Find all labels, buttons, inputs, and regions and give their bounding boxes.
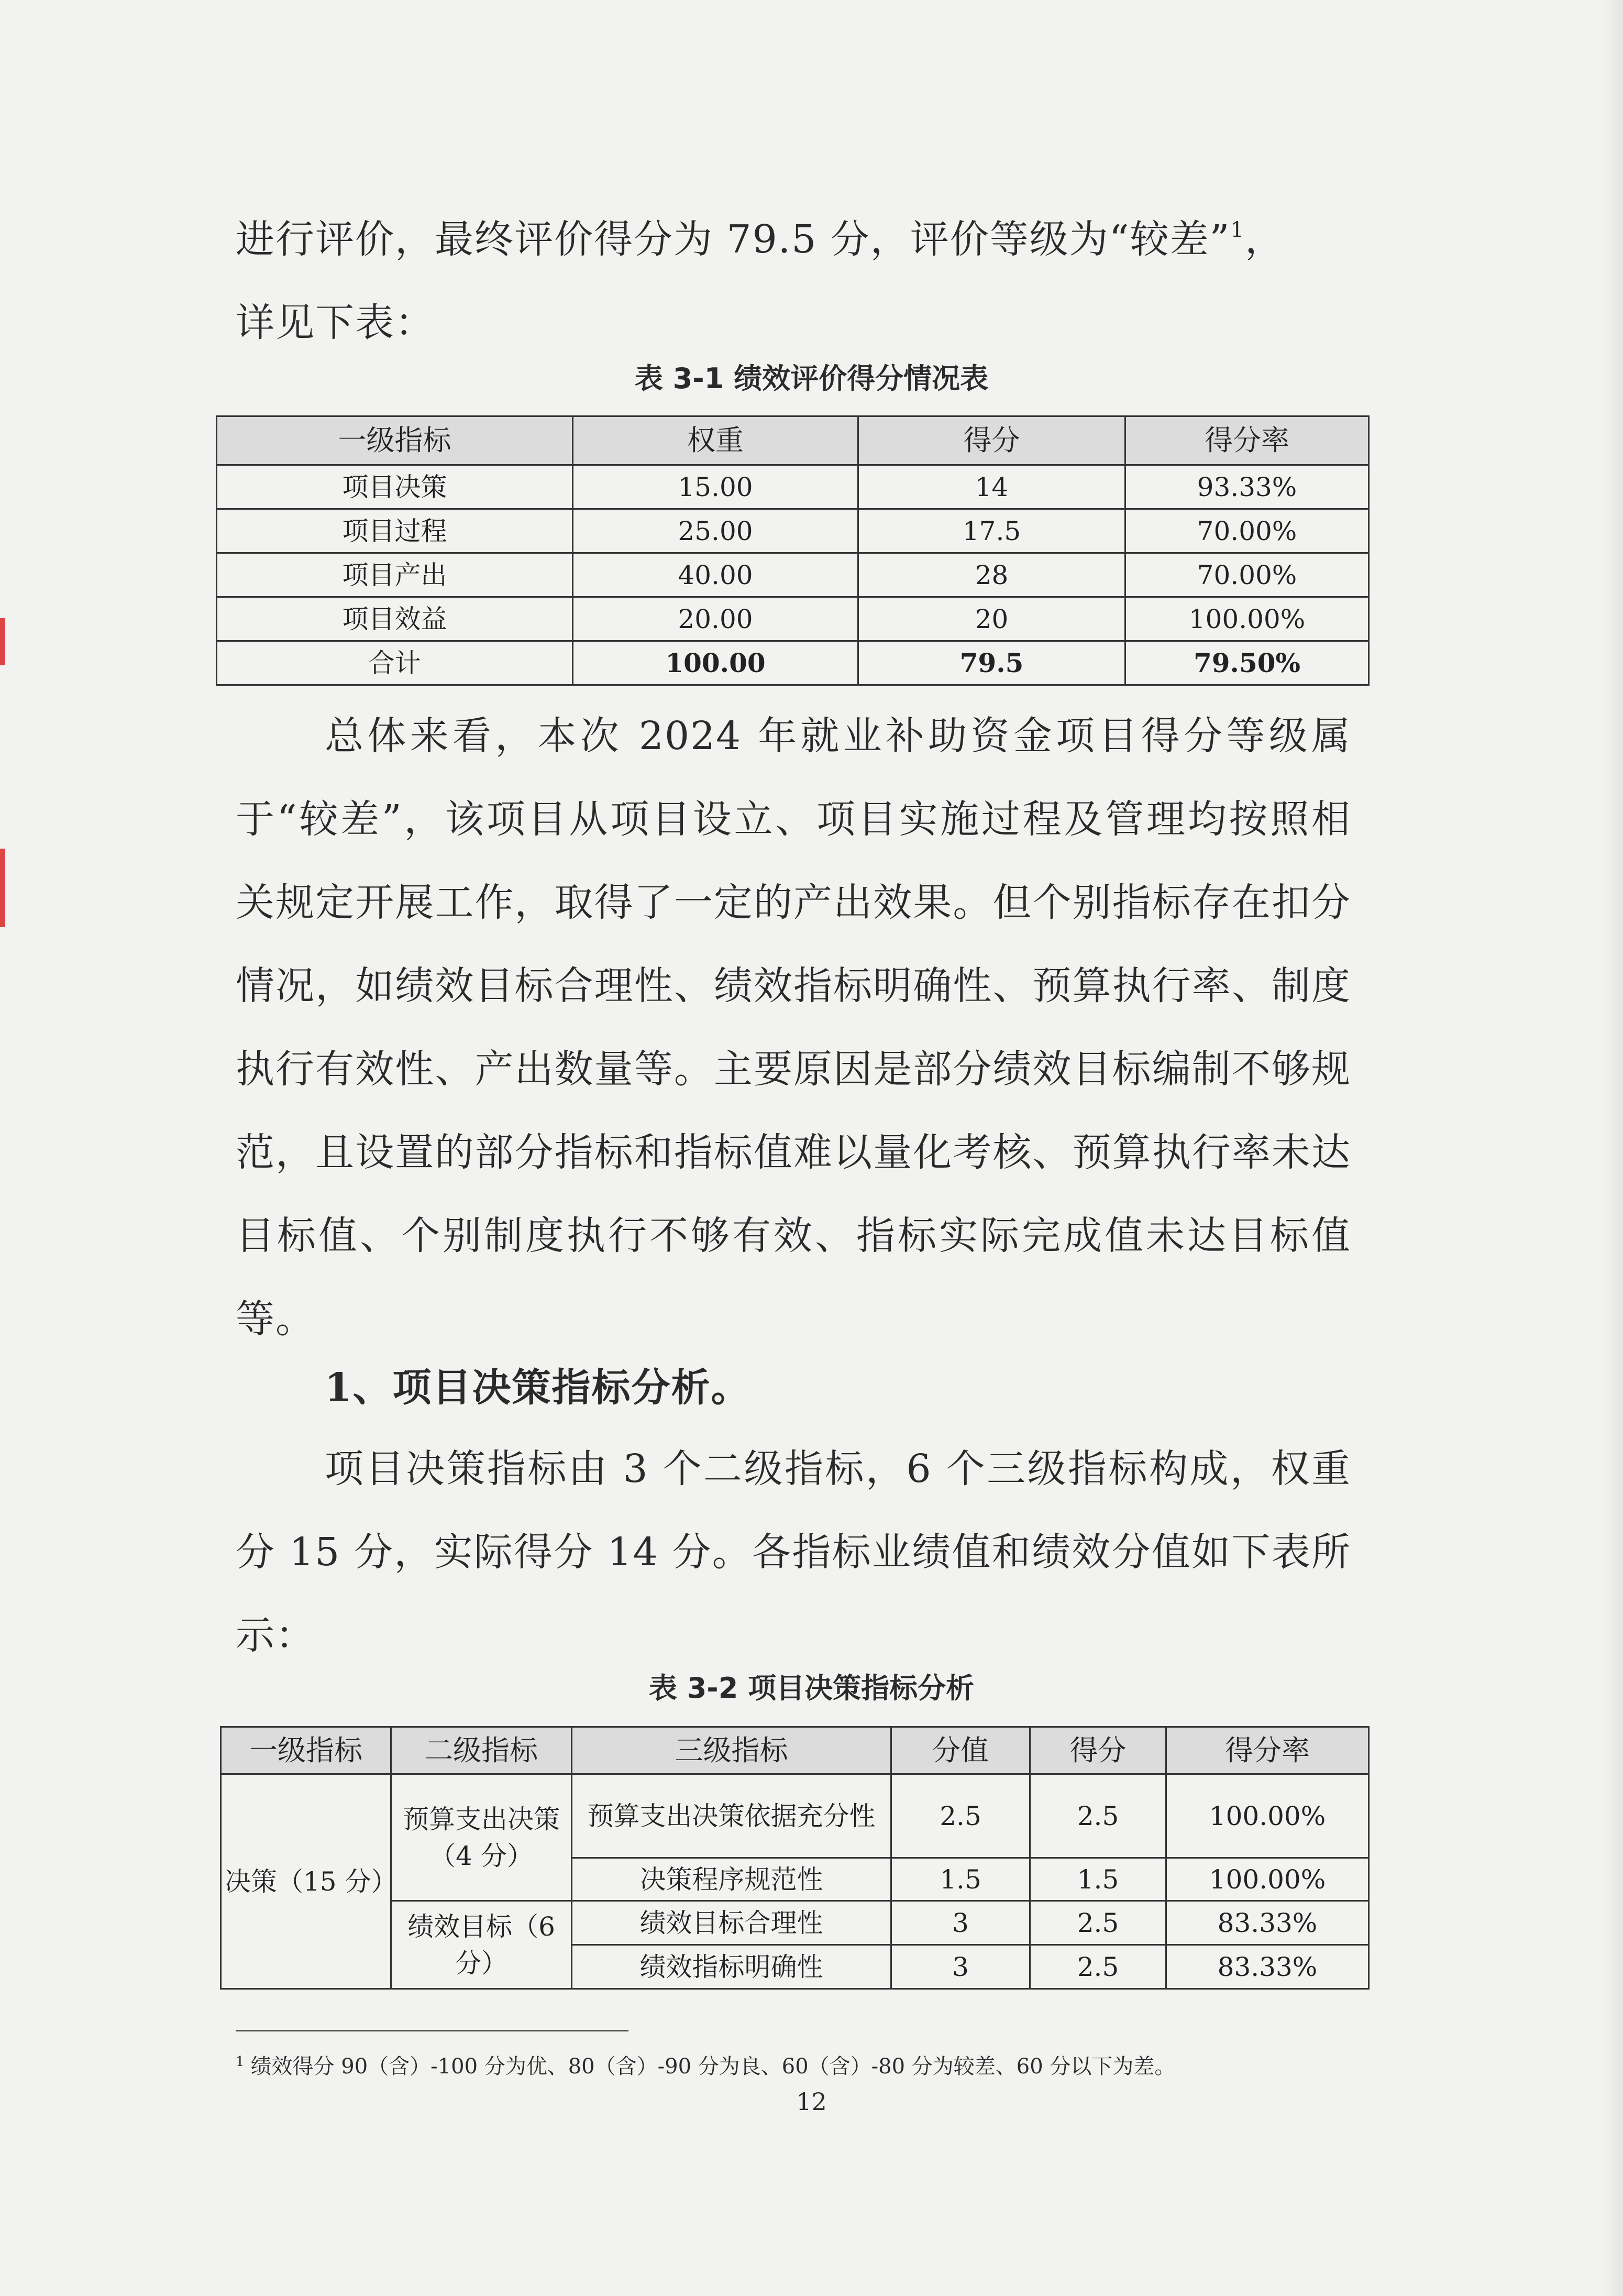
summary-paragraph: 总体来看，本次 2024 年就业补助资金项目得分等级属于“较差”，该项目从项目设立、项目实施过程及管理均按照相关规定开展工作，取得了一定的产出效果。但个别指标存在扣分情况，如绩效目标合理性、绩效指标明确性、预算执行率、制度执行有效性、产出数量等。主要原因是部分绩效目标编制不够规范，且设置的部分指标和指标值难以量化考核、预算执行率未达目标值、个别制度执行不够有效、指标实际完成值未达目标值等。: [236, 713, 1351, 1342]
header-cell: 得分率: [1166, 1727, 1369, 1774]
table2-caption: 表 3-2 项目决策指标分析: [648, 1672, 975, 1705]
table-cell: 15.00: [573, 465, 858, 509]
table-cell: 1.5: [1030, 1858, 1166, 1901]
table-cell: 3: [891, 1945, 1030, 1989]
table-cell: 项目决策: [217, 465, 573, 509]
level1-cell: 决策（15 分）: [221, 1774, 391, 1989]
table-cell: 100.00%: [1166, 1774, 1369, 1858]
header-cell: 二级指标: [391, 1727, 572, 1774]
table-cell: 3: [891, 1901, 1030, 1945]
table-cell: 83.33%: [1166, 1901, 1369, 1945]
level2-cell: 绩效目标（6 分）: [391, 1901, 572, 1989]
table-header-row: [221, 1727, 1369, 1774]
table-cell: 合计: [217, 641, 573, 685]
table-cell: 79.50%: [1125, 641, 1369, 685]
table-row: [221, 1901, 1369, 1945]
table-cell: 40.00: [573, 553, 858, 597]
table-cell: 28: [858, 553, 1125, 597]
intro-line-1: 进行评价，最终评价得分为 79.5 分，评价等级为“较差”: [236, 217, 1231, 262]
table-row: [221, 1774, 1369, 1858]
table-cell: 25.00: [573, 509, 858, 553]
table1-caption: 表 3-1 绩效评价得分情况表: [634, 362, 989, 395]
footnote-text: 绩效得分 90（含）-100 分为优、80（含）-90 分为良、60（含）-80 分为较差、60 分以下为差。: [250, 2055, 1176, 2079]
table-cell: 项目产出: [217, 553, 573, 597]
table-cell: 70.00%: [1125, 553, 1369, 597]
table-cell: 79.5: [858, 641, 1125, 685]
table-row: [217, 509, 1369, 553]
intro-line-1-end: ，: [1244, 217, 1285, 262]
page-number: 12: [796, 2088, 827, 2116]
table-cell: 决策程序规范性: [572, 1858, 891, 1901]
header-cell: 三级指标: [572, 1727, 891, 1774]
section-heading: 1、项目决策指标分析。: [325, 1365, 751, 1410]
table-row: [217, 465, 1369, 509]
page-edge-shadow: [1602, 0, 1623, 2296]
table-cell: 2.5: [1030, 1945, 1166, 1989]
table-cell: 14: [858, 465, 1125, 509]
footnote-ref[interactable]: 1: [1230, 218, 1245, 242]
table-header-row: [217, 416, 1369, 465]
table-cell: 预算支出决策依据充分性: [572, 1774, 891, 1858]
header-cell: 得分率: [1125, 416, 1369, 465]
footnote: [236, 2051, 1388, 2082]
section-paragraph: 项目决策指标由 3 个二级指标，6 个三级指标构成，权重分 15 分，实际得分 14 分。各指标业绩值和绩效分值如下表所示：: [236, 1446, 1351, 1658]
table-cell: 项目效益: [217, 597, 573, 641]
intro-paragraph: [236, 198, 1351, 365]
table-row: [217, 553, 1369, 597]
table-cell: 绩效指标明确性: [572, 1945, 891, 1989]
table-cell: 93.33%: [1125, 465, 1369, 509]
table-total-row: [217, 641, 1369, 685]
table-cell: 83.33%: [1166, 1945, 1369, 1989]
table-cell: 20: [858, 597, 1125, 641]
table-cell: 100.00%: [1166, 1858, 1369, 1901]
table-cell: 70.00%: [1125, 509, 1369, 553]
table-cell: 1.5: [891, 1858, 1030, 1901]
table-cell: 20.00: [573, 597, 858, 641]
decision-indicator-table: [220, 1726, 1370, 1990]
header-cell: 得分: [1030, 1727, 1166, 1774]
table-cell: 100.00%: [1125, 597, 1369, 641]
table-cell: 项目过程: [217, 509, 573, 553]
header-cell: 得分: [858, 416, 1125, 465]
red-bleed-mark: [0, 618, 5, 665]
score-summary-table: [216, 415, 1370, 686]
table-cell: 2.5: [1030, 1774, 1166, 1858]
table-cell: 2.5: [891, 1774, 1030, 1858]
table-cell: 2.5: [1030, 1901, 1166, 1945]
red-bleed-mark: [0, 849, 5, 927]
header-cell: 一级指标: [217, 416, 573, 465]
intro-line-2: 详见下表：: [236, 300, 435, 345]
footnote-divider: [236, 2030, 628, 2031]
level2-cell: 预算支出决策（4 分）: [391, 1774, 572, 1901]
table-row: [217, 597, 1369, 641]
header-cell: 一级指标: [221, 1727, 391, 1774]
table-cell: 17.5: [858, 509, 1125, 553]
table-cell: 100.00: [573, 641, 858, 685]
header-cell: 分值: [891, 1727, 1030, 1774]
header-cell: 权重: [573, 416, 858, 465]
footnote-marker: 1: [236, 2054, 245, 2070]
table-cell: 绩效目标合理性: [572, 1901, 891, 1945]
